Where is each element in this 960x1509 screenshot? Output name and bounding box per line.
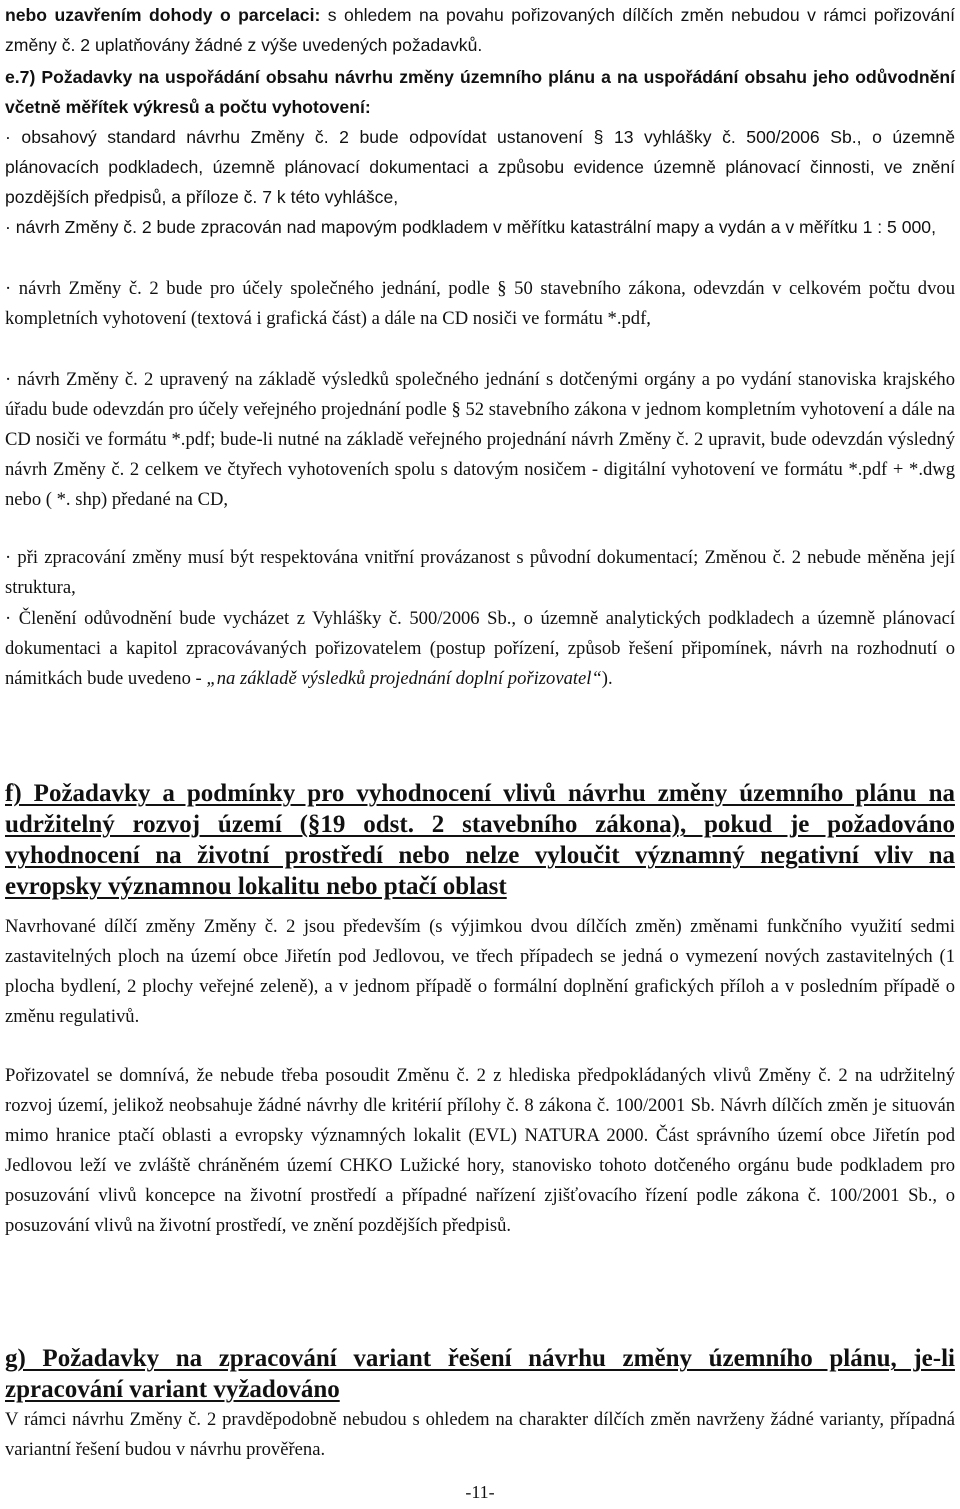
paragraph-agreement	[5, 0, 955, 60]
justification-italic: „na základě výsledků projednání doplní pořizovatel“	[206, 668, 602, 689]
list-item-justification	[5, 604, 955, 694]
list-item-joint-hearing: · návrh Změny č. 2 bude pro účely společného jednání, podle § 50 stavebního zákona, odevzdán v celkovém počtu dvou kompletních vyhotovení (textová i grafická část) a dále na CD nosiči ve formátu *.pdf,	[5, 278, 955, 329]
section-g-paragraph: V rámci návrhu Změny č. 2 pravděpodobně nebudou s ohledem na charakter dílčích změn navrženy žádné varianty, případná variantní řešení budou v návrhu prověřena.	[5, 1409, 955, 1460]
list-item-public-hearing: · návrh Změny č. 2 upravený na základě výsledků společného jednání s dotčenými orgány a po vydání stanoviska krajského úřadu bude odevzdán pro účely veřejného projednání podle § 52 stavebního zákona v jednom kompletním vyhotovení a dále na CD nosiči ve formátu *.pdf; bude-li nutné na základě veřejného projednání návrh Změny č. 2 upravit, bude odevzdán výsledný návrh Změny č. 2 celkem ve čtyřech vyhotoveních spolu s datovým nosičem - digitální vyhotovení ve formátu *.pdf + *.dwg nebo ( *. shp) předané na CD,	[5, 369, 955, 510]
section-g-heading: g) Požadavky na zpracování variant řešení návrhu změny územního plánu, je-li zpracování variant vyžadováno	[5, 1345, 955, 1403]
list-item-map-base: · návrh Změny č. 2 bude zpracován nad mapovým podkladem v měřítku katastrální mapy a vydán a v měřítku 1 : 5 000,	[5, 217, 936, 237]
agreement-text: s ohledem na povahu pořizovaných dílčích změn nebudou v rámci pořizování změny č. 2 uplatňovány žádné z výše uvedených požadavků.	[5, 5, 955, 55]
list-item-continuity: · při zpracování změny musí být respektována vnitřní provázanost s původní dokumentací; Změnou č. 2 nebude měněna její struktura,	[5, 547, 955, 598]
agreement-lead: nebo uzavřením dohody o parcelaci:	[5, 5, 321, 25]
justification-text: · Členění odůvodnění bude vycházet z Vyhlášky č. 500/2006 Sb., o územně analytických podkladech a územně plánovací dokumentaci a kapitol zpracovávaných pořizovatelem (postup pořízení, způsob řešení připomínek, návrh na rozhodnutí o námitkách bude uvedeno -	[5, 608, 955, 689]
page-number: -11-	[465, 1482, 495, 1502]
justification-end: ).	[601, 668, 613, 689]
list-item-standard: · obsahový standard návrhu Změny č. 2 bude odpovídat ustanovení § 13 vyhlášky č. 500/2006 Sb., o územně plánovacích podkladech, územně plánovací dokumentaci a způsobu evidence územně plánovací činnosti, ve znění pozdějších předpisů, a příloze č. 7 k této vyhlášce,	[5, 127, 955, 207]
section-f-heading: f) Požadavky a podmínky pro vyhodnocení vlivů návrhu změny územního plánu na udržitelný rozvoj území (§19 odst. 2 stavebního zákona), pokud je požadováno vyhodnocení na životní prostředí nebo nelze vyloučit významný negativní vliv na evropsky významnou lokalitu nebo ptačí oblast	[5, 780, 955, 900]
section-f-paragraph-1: Navrhované dílčí změny Změny č. 2 jsou především (s výjimkou dvou dílčích změn) změnami funkčního využití sedmi zastavitelných ploch na území obce Jiřetín pod Jedlovou, ve třech případech se jedná o vymezení nových zastavitelných (1 plocha bydlení, 2 plochy veřejné zeleně), a v jednom případě o formální doplnění grafických příloh a v posledním případě o změnu regulativů.	[5, 916, 955, 1027]
section-f-paragraph-2: Pořizovatel se domnívá, že nebude třeba posoudit Změnu č. 2 z hlediska předpokládaných vlivů Změny č. 2 na udržitelný rozvoj území, jelikož neobsahuje žádné návrhy dle kritérií přílohy č. 8 zákona č. 100/2001 Sb. Návrh dílčích změn je situován mimo hranice ptačí oblasti a evropsky významných lokalit (EVL) NATURA 2000. Část správního území obce Jiřetín pod Jedlovou leží ve zvláště chráněném území CHKO Lužické hory, stanovisko tohoto dotčeného orgánu bude podkladem pro posuzování vlivů koncepce na životní prostředí a případné nařízení zjišťovacího řízení podle zákona č. 100/2001 Sb., o posuzování vlivů na životní prostředí, ve znění pozdějších předpisů.	[5, 1065, 955, 1236]
section-e7-heading: e.7) Požadavky na uspořádání obsahu návrhu změny územního plánu a na uspořádání obsahu jeho odůvodnění včetně měřítek výkresů a počtu vyhotovení:	[5, 67, 955, 117]
